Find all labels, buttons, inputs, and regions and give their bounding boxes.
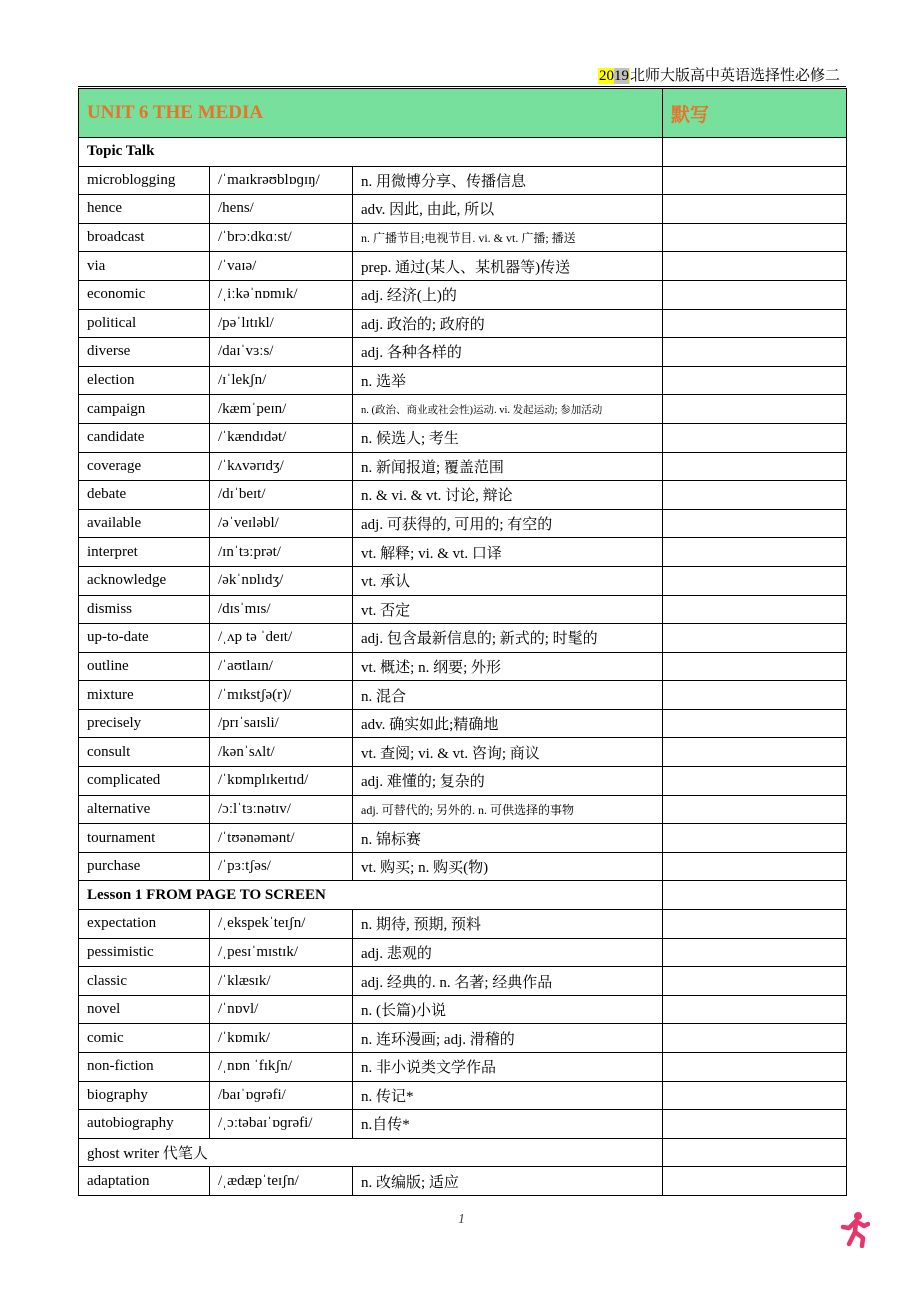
- vocab-row: [79, 1081, 847, 1110]
- section-header-row: [79, 881, 847, 910]
- word-cell: diverse: [79, 338, 210, 367]
- vocab-row: [79, 395, 847, 424]
- vocab-row: [79, 824, 847, 853]
- dictation-cell: [663, 423, 847, 452]
- pronunciation-cell: /daɪˈvɜːs/: [210, 338, 353, 367]
- dictation-cell: [663, 624, 847, 653]
- dictation-cell: [663, 595, 847, 624]
- vocab-row: [79, 595, 847, 624]
- word-cell: interpret: [79, 538, 210, 567]
- word-cell: hence: [79, 195, 210, 224]
- word-cell: debate: [79, 481, 210, 510]
- running-person-icon: [840, 1212, 870, 1248]
- dictation-cell: [663, 652, 847, 681]
- word-cell: outline: [79, 652, 210, 681]
- pronunciation-cell: /ˈmɪkstʃə(r)/: [210, 681, 353, 710]
- dictation-cell: [663, 481, 847, 510]
- vocab-row: [79, 1053, 847, 1082]
- vocab-row: [79, 795, 847, 824]
- word-cell: candidate: [79, 423, 210, 452]
- pronunciation-cell: /baɪˈɒɡrəfi/: [210, 1081, 353, 1110]
- vocab-row: [79, 767, 847, 796]
- word-cell: mixture: [79, 681, 210, 710]
- vocab-row: [79, 481, 847, 510]
- word-cell: classic: [79, 967, 210, 996]
- word-cell: purchase: [79, 852, 210, 881]
- meaning-cell: n. (政治、商业或社会性)运动. vi. 发起运动; 参加活动: [353, 395, 663, 424]
- pronunciation-cell: /ɪˈlekʃn/: [210, 366, 353, 395]
- phrase-cell: ghost writer 代笔人: [79, 1138, 663, 1167]
- pronunciation-cell: /hens/: [210, 195, 353, 224]
- header-year-tail: 19: [613, 68, 629, 84]
- header-rule: [78, 86, 846, 87]
- vocab-row: [79, 538, 847, 567]
- meaning-cell: adj. 可替代的; 另外的. n. 可供选择的事物: [353, 795, 663, 824]
- dictation-cell: [663, 138, 847, 167]
- pronunciation-cell: /ˌiːkəˈnɒmɪk/: [210, 280, 353, 309]
- word-cell: tournament: [79, 824, 210, 853]
- pronunciation-cell: /ˈpɜːtʃəs/: [210, 852, 353, 881]
- dictation-cell: [663, 509, 847, 538]
- word-cell: novel: [79, 995, 210, 1024]
- vocab-row: [79, 852, 847, 881]
- meaning-cell: adj. 政治的; 政府的: [353, 309, 663, 338]
- pronunciation-cell: /pəˈlɪtɪkl/: [210, 309, 353, 338]
- section-title: Topic Talk: [79, 138, 663, 167]
- pronunciation-cell: /ˌekspekˈteɪʃn/: [210, 910, 353, 939]
- dictation-cell: [663, 366, 847, 395]
- dictation-cell: [663, 395, 847, 424]
- dictation-cell: [663, 309, 847, 338]
- word-cell: political: [79, 309, 210, 338]
- pronunciation-cell: /ˌpesɪˈmɪstɪk/: [210, 938, 353, 967]
- vocab-row: [79, 1110, 847, 1139]
- section-title: Lesson 1 FROM PAGE TO SCREEN: [79, 881, 663, 910]
- meaning-cell: adj. 包含最新信息的; 新式的; 时髦的: [353, 624, 663, 653]
- document-header: [598, 64, 840, 85]
- word-cell: biography: [79, 1081, 210, 1110]
- word-cell: adaptation: [79, 1167, 210, 1196]
- word-cell: precisely: [79, 709, 210, 738]
- word-cell: via: [79, 252, 210, 281]
- dictation-cell: [663, 195, 847, 224]
- pronunciation-cell: /ˈkɒmɪk/: [210, 1024, 353, 1053]
- meaning-cell: n. 非小说类文学作品: [353, 1053, 663, 1082]
- word-cell: microblogging: [79, 166, 210, 195]
- meaning-cell: prep. 通过(某人、某机器等)传送: [353, 252, 663, 281]
- dictation-cell: [663, 452, 847, 481]
- word-cell: economic: [79, 280, 210, 309]
- dictation-cell: [663, 852, 847, 881]
- dictation-cell: [663, 881, 847, 910]
- vocab-row: [79, 366, 847, 395]
- meaning-cell: n.自传*: [353, 1110, 663, 1139]
- word-cell: consult: [79, 738, 210, 767]
- pronunciation-cell: /kənˈsʌlt/: [210, 738, 353, 767]
- dictation-cell: [663, 280, 847, 309]
- dictation-cell: [663, 538, 847, 567]
- word-cell: comic: [79, 1024, 210, 1053]
- dictation-cell: [663, 1110, 847, 1139]
- vocab-row: [79, 280, 847, 309]
- vocab-row: [79, 338, 847, 367]
- dictation-cell: [663, 1167, 847, 1196]
- meaning-cell: adv. 确实如此;精确地: [353, 709, 663, 738]
- word-cell: autobiography: [79, 1110, 210, 1139]
- dictation-cell: [663, 995, 847, 1024]
- pronunciation-cell: /ˌʌp tə ˈdeɪt/: [210, 624, 353, 653]
- pronunciation-cell: /ɪnˈtɜːprət/: [210, 538, 353, 567]
- word-cell: acknowledge: [79, 566, 210, 595]
- meaning-cell: n. & vi. & vt. 讨论, 辩论: [353, 481, 663, 510]
- meaning-cell: n. 新闻报道; 覆盖范围: [353, 452, 663, 481]
- meaning-cell: vt. 解释; vi. & vt. 口译: [353, 538, 663, 567]
- vocab-row: [79, 309, 847, 338]
- pronunciation-cell: /ˈmaɪkrəʊblɒɡɪŋ/: [210, 166, 353, 195]
- vocab-row: [79, 938, 847, 967]
- pronunciation-cell: /əkˈnɒlɪdʒ/: [210, 566, 353, 595]
- pronunciation-cell: /ˌædæpˈteɪʃn/: [210, 1167, 353, 1196]
- dictation-cell: [663, 824, 847, 853]
- meaning-cell: adj. 可获得的, 可用的; 有空的: [353, 509, 663, 538]
- meaning-cell: n. (长篇)小说: [353, 995, 663, 1024]
- word-cell: coverage: [79, 452, 210, 481]
- meaning-cell: n. 选举: [353, 366, 663, 395]
- pronunciation-cell: /ˈkændɪdət/: [210, 423, 353, 452]
- meaning-cell: n. 传记*: [353, 1081, 663, 1110]
- section-header-row: [79, 138, 847, 167]
- dictation-cell: [663, 223, 847, 252]
- header-title: 北师大版高中英语选择性必修二: [629, 68, 840, 84]
- vocab-row: [79, 967, 847, 996]
- meaning-cell: vt. 承认: [353, 566, 663, 595]
- word-cell: campaign: [79, 395, 210, 424]
- dictation-cell: [663, 938, 847, 967]
- vocab-row: [79, 509, 847, 538]
- word-cell: complicated: [79, 767, 210, 796]
- meaning-cell: vt. 概述; n. 纲要; 外形: [353, 652, 663, 681]
- pronunciation-cell: /ˈkɒmplɪkeɪtɪd/: [210, 767, 353, 796]
- pronunciation-cell: /ˌnɒn ˈfɪkʃn/: [210, 1053, 353, 1082]
- word-cell: available: [79, 509, 210, 538]
- vocab-row: [79, 1167, 847, 1196]
- dictation-cell: [663, 709, 847, 738]
- pronunciation-cell: /ˈtʊənəmənt/: [210, 824, 353, 853]
- dictation-cell: [663, 1081, 847, 1110]
- dictation-cell: [663, 166, 847, 195]
- pronunciation-cell: /ˈklæsɪk/: [210, 967, 353, 996]
- vocab-row: [79, 166, 847, 195]
- meaning-cell: n. 期待, 预期, 预料: [353, 910, 663, 939]
- vocab-row: [79, 195, 847, 224]
- pronunciation-cell: /prɪˈsaɪsli/: [210, 709, 353, 738]
- vocab-row: [79, 709, 847, 738]
- pronunciation-cell: /dɪsˈmɪs/: [210, 595, 353, 624]
- meaning-cell: n. 改编版; 适应: [353, 1167, 663, 1196]
- dictation-cell: [663, 252, 847, 281]
- page-number: 1: [458, 1212, 465, 1227]
- meaning-cell: n. 锦标赛: [353, 824, 663, 853]
- dictation-cell: [663, 1053, 847, 1082]
- pronunciation-cell: /ˈvaɪə/: [210, 252, 353, 281]
- dictation-cell: [663, 967, 847, 996]
- meaning-cell: n. 候选人; 考生: [353, 423, 663, 452]
- dictation-cell: [663, 1024, 847, 1053]
- vocab-row: [79, 1024, 847, 1053]
- dictation-cell: [663, 338, 847, 367]
- meaning-cell: vt. 否定: [353, 595, 663, 624]
- dictation-cell: [663, 681, 847, 710]
- vocab-row: [79, 738, 847, 767]
- meaning-cell: adv. 因此, 由此, 所以: [353, 195, 663, 224]
- meaning-cell: n. 用微博分享、传播信息: [353, 166, 663, 195]
- meaning-cell: adj. 经典的. n. 名著; 经典作品: [353, 967, 663, 996]
- meaning-cell: adj. 经济(上)的: [353, 280, 663, 309]
- dictation-column-label: 默写: [663, 89, 847, 138]
- pronunciation-cell: /ˌɔːtəbaɪˈɒɡrəfi/: [210, 1110, 353, 1139]
- meaning-cell: adj. 难懂的; 复杂的: [353, 767, 663, 796]
- pronunciation-cell: /ˈkʌvərɪdʒ/: [210, 452, 353, 481]
- vocab-row: [79, 223, 847, 252]
- unit-title: UNIT 6 THE MEDIA: [79, 89, 663, 138]
- dictation-cell: [663, 738, 847, 767]
- vocab-row: [79, 566, 847, 595]
- meaning-cell: n. 连环漫画; adj. 滑稽的: [353, 1024, 663, 1053]
- vocab-row: [79, 252, 847, 281]
- word-cell: pessimistic: [79, 938, 210, 967]
- vocab-row: [79, 652, 847, 681]
- pronunciation-cell: /ˈaʊtlaɪn/: [210, 652, 353, 681]
- word-cell: non-fiction: [79, 1053, 210, 1082]
- vocab-row: [79, 681, 847, 710]
- meaning-cell: adj. 悲观的: [353, 938, 663, 967]
- vocab-row: [79, 452, 847, 481]
- pronunciation-cell: /ˈbrɔːdkɑːst/: [210, 223, 353, 252]
- dictation-cell: [663, 566, 847, 595]
- unit-header-row: [79, 89, 847, 138]
- pronunciation-cell: /ˈnɒvl/: [210, 995, 353, 1024]
- header-year: 2019: [598, 68, 629, 84]
- word-cell: expectation: [79, 910, 210, 939]
- word-cell: broadcast: [79, 223, 210, 252]
- pronunciation-cell: /əˈveɪləbl/: [210, 509, 353, 538]
- dictation-cell: [663, 910, 847, 939]
- pronunciation-cell: /dɪˈbeɪt/: [210, 481, 353, 510]
- word-cell: up-to-date: [79, 624, 210, 653]
- vocab-row: [79, 624, 847, 653]
- vocab-row: [79, 1138, 847, 1167]
- word-cell: alternative: [79, 795, 210, 824]
- meaning-cell: n. 广播节目;电视节目. vi. & vt. 广播; 播送: [353, 223, 663, 252]
- vocab-row: [79, 995, 847, 1024]
- vocab-row: [79, 423, 847, 452]
- meaning-cell: vt. 购买; n. 购买(物): [353, 852, 663, 881]
- dictation-cell: [663, 795, 847, 824]
- dictation-cell: [663, 767, 847, 796]
- word-cell: election: [79, 366, 210, 395]
- meaning-cell: vt. 查阅; vi. & vt. 咨询; 商议: [353, 738, 663, 767]
- pronunciation-cell: /ɔːlˈtɜːnətɪv/: [210, 795, 353, 824]
- dictation-cell: [663, 1138, 847, 1167]
- word-cell: dismiss: [79, 595, 210, 624]
- meaning-cell: n. 混合: [353, 681, 663, 710]
- meaning-cell: adj. 各种各样的: [353, 338, 663, 367]
- pronunciation-cell: /kæmˈpeɪn/: [210, 395, 353, 424]
- vocab-row: [79, 910, 847, 939]
- vocabulary-table: [78, 88, 847, 1196]
